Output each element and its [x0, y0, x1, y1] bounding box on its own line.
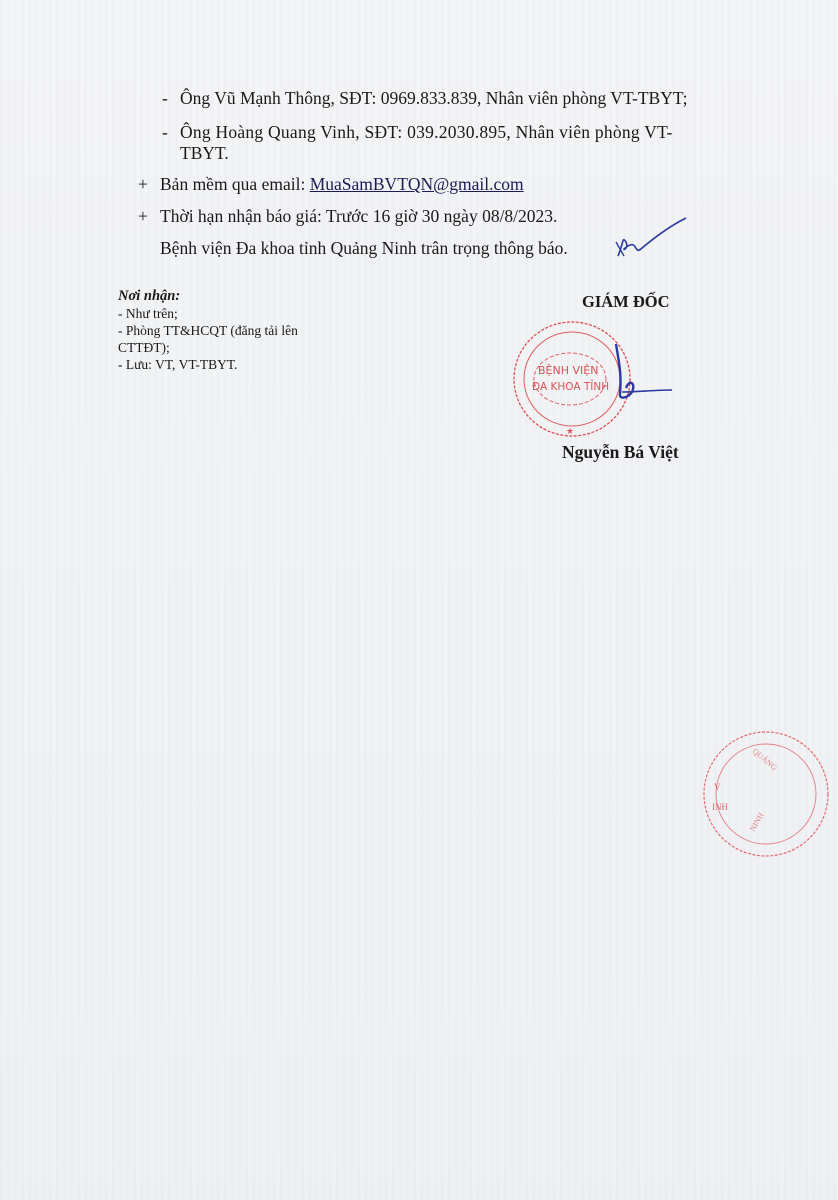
svg-text:V: V: [714, 782, 721, 792]
contact-line-continued: TBYT.: [180, 143, 229, 163]
contact-line: Ông Vũ Mạnh Thông, SĐT: 0969.833.839, Nhân viên phòng VT-TBYT;: [180, 88, 688, 108]
contact-line: Ông Hoàng Quang Vinh, SĐT: 039.2030.895, Nhân viên phòng VT-: [180, 122, 673, 142]
deadline-line: Thời hạn nhận báo giá: Trước 16 giờ 30 ngày 08/8/2023.: [160, 206, 558, 226]
bullet-dash: -: [162, 88, 168, 108]
bullet-plus: +: [138, 174, 148, 194]
recipients-block: [118, 288, 298, 373]
recipient-item: - Như trên;: [118, 306, 178, 321]
director-title: GIÁM ĐỐC: [582, 292, 670, 311]
svg-text:QUẢNG: QUẢNG: [750, 746, 779, 773]
recipient-item: - Phòng TT&HCQT (đăng tải lên: [118, 323, 298, 338]
edge-seal-stamp-icon: [696, 728, 838, 860]
stamp-text: ĐA KHOA TỈNH: [532, 381, 610, 393]
svg-text:NINH: NINH: [747, 811, 766, 833]
softcopy-line: [160, 174, 524, 195]
closing-line: Bệnh viện Đa khoa tỉnh Quảng Ninh trân trọng thông báo.: [160, 238, 568, 258]
director-name: Nguyễn Bá Việt: [562, 442, 679, 462]
bullet-plus: +: [138, 206, 148, 226]
recipients-heading: Nơi nhận:: [118, 288, 181, 304]
director-signature-icon: [606, 338, 686, 418]
initial-signature-icon: [610, 212, 690, 262]
svg-text:★: ★: [566, 426, 575, 436]
svg-text:INH: INH: [712, 802, 728, 812]
recipient-item: - Lưu: VT, VT-TBYT.: [118, 357, 238, 372]
recipient-item: CTTĐT);: [118, 340, 170, 355]
stamp-text: BỆNH VIỆN: [538, 364, 599, 377]
bullet-dash: -: [162, 122, 168, 142]
email-link[interactable]: MuaSamBVTQN@gmail.com: [309, 174, 524, 194]
softcopy-label: Bản mềm qua email:: [160, 174, 310, 194]
